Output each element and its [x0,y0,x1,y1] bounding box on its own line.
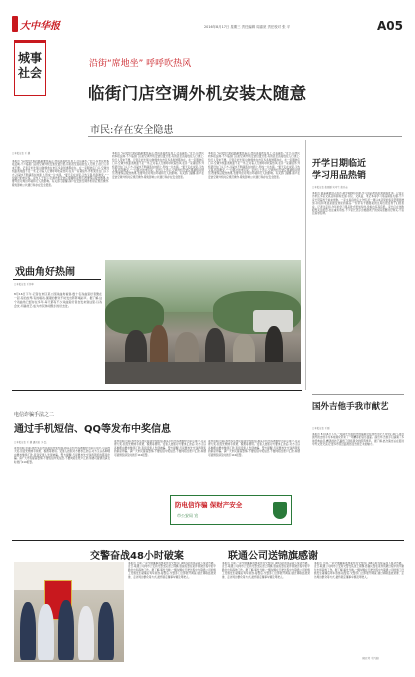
ad-line1: 防电信诈骗 保财产安全 [175,501,243,509]
feature-title: 戏曲角好热闹 [15,267,75,278]
bottom-body-col2: 本报讯 日前,一起交通肇事逃逸案件在交警部门48小时连续奋战下成功告破。近日,联通公司向市公安局交警支队送上锦旗,感谢民警在案件侦破过程中的辛勤付出和高效工作。据了解,事发当晚,一辆车辆在行驶过程中与联通公司的施工设施发生碰撞后驾车逃逸,接警后,交警部门立即展开调查,通过调取监控录像、走访周边群众等方式,最终锁定肇事车辆及驾驶人。 [222,562,310,579]
date-line: 2016年8月17日 星期三 责任编辑 周嘉宽 责任校对 张 平 [204,25,290,29]
notice-body-col3: 案件回顾:近期,我市多名市民接到中奖短信,称其手机号码被抽中为幸运用户,可获得大奖,但需先缴纳手续费、税费等费用。受害人按照对方要求汇款后,对方又以各种理由要求继续汇款,直到受害人发现被骗。警方提醒:凡是要求先交钱再领奖的都是诈骗。请广大市民提高警惕,不要轻信中奖信息,不要向陌生账户汇款,如遇可疑情况请及时拨打110报警。 [208,440,300,457]
feature-body: 8月16日下午,记者在市区某公园戏曲角看到,数十名戏曲爱好者聚在一起,有的拉琴,有的唱戏,围观的群众不时发出阵阵喝彩声。据了解,这个戏曲角已经存在多年,每天都有不少戏曲爱好者自发来到这里,以戏会友,切磋技艺,成为市民休闲娱乐的好去处。 [14,292,102,308]
extra-body: 本报讯 8月16日下午,一场别开生面的吉他演奏会在我市文化艺术中心举行,来自国外的吉他手为本地观众带来了一场精彩的音乐盛宴。演出中,吉他手们演奏了多首经典曲目,精湛的技艺赢得了现场观众的阵阵掌声。据了解,此次演出旨在促进中外文化交流,让更多市民近距离感受吉他艺术的魅力。 [312,433,404,447]
bottom-top-rule [12,540,404,541]
notice-body-col1: 案件回顾:近期,我市多名市民接到中奖短信,称其手机号码被抽中为幸运用户,可获得大奖,但需先缴纳手续费、税费等费用。受害人按照对方要求汇款后,对方又以各种理由要求继续汇款,直到受害人发现被骗。警方提醒:凡是要求先交钱再领奖的都是诈骗。请广大市民提高警惕,不要轻信中奖信息,不要向陌生账户汇款,如遇可疑情况请及时拨打110报警。 [14,447,110,464]
masthead-logo [12,14,70,34]
bottom-body-col3: 本报讯 日前,一起交通肇事逃逸案件在交警部门48小时连续奋战下成功告破。近日,联通公司向市公安局交警支队送上锦旗,感谢民警在案件侦破过程中的辛勤付出和高效工作。据了解,事发当晚,一辆车辆在行驶过程中与联通公司的施工设施发生碰撞后驾车逃逸,接警后,交警部门立即展开调查,通过调取监控录像、走访周边群众等方式,最终锁定肇事车辆及驾驶人。 [314,562,404,579]
ad-line2: 市公安局 宣 [177,513,199,518]
bottom-right-title: 联通公司送锦旗感谢 [228,551,318,562]
bottom-photo [14,562,124,662]
column-divider [305,140,306,390]
feature-rule [13,279,101,280]
extra-rule [312,394,404,395]
lead-subhead: 市民:存在安全隐患 [90,125,174,136]
section-text: 城事 社会 [17,51,42,80]
notice-headline: 通过手机短信、QQ等发布中奖信息 [14,424,172,435]
feature-photo [105,260,301,384]
notice-body-col2: 案件回顾:近期,我市多名市民接到中奖短信,称其手机号码被抽中为幸运用户,可获得大奖,但需先缴纳手续费、税费等费用。受害人按照对方要求汇款后,对方又以各种理由要求继续汇款,直到受害人发现被骗。警方提醒:凡是要求先交钱再领奖的都是诈骗。请广大市民提高警惕,不要轻信中奖信息,不要向陌生账户汇款,如遇可疑情况请及时拨打110报警。 [114,440,206,457]
notice-byline: □本报记者 王 婕 通讯员 李 磊 [14,441,47,444]
lead-body-col1: 本报讯 “每次经过那段路都要绕着走,热风直接吹在身上,还有滴水。”近日,有市民向本报反映,不少临街门店的空调外机安装位置过低,有的甚至直接放在人行道上,给行人带来不便。记者走访发现,这种现象在市区多条街道都存在。在一家服装店门口,空调外机距离地面不足一米,正对着人行道呼呼吹着热风;在另一家餐馆外,外机架设在门头下方,冷凝水不断滴落在地面上,形成一片水渍。“夏天走在这里,又热又湿,特别难受。”一位路过的市民说。业内人士表示,空调外机安装应遵循相关规范,既要保证散热效果,也要考虑对周边环境和行人的影响。有关部门提醒,商户在安装空调外机时应规范操作,避免影响公共通行和存在安全隐患。 [12,160,109,187]
extra-title: 国外吉他手我市献艺 [312,402,389,412]
bottom-body-col1: 本报讯 日前,一起交通肇事逃逸案件在交警部门48小时连续奋战下成功告破。近日,联通公司向市公安局交警支队送上锦旗,感谢民警在案件侦破过程中的辛勤付出和高效工作。据了解,事发当晚,一辆车辆在行驶过程中与联通公司的施工设施发生碰撞后驾车逃逸,接警后,交警部门立即展开调查,通过调取监控录像、走访周边群众等方式,最终锁定肇事车辆及驾驶人。 [128,562,216,579]
page-number: A05 [377,19,403,33]
extra-byline: □本报记者 王丽 [312,427,330,430]
lead-body-col2: 本报讯 “每次经过那段路都要绕着走,热风直接吹在身上,还有滴水。”近日,有市民向本报反映,不少临街门店的空调外机安装位置过低,有的甚至直接放在人行道上,给行人带来不便。记者走访发现,这种现象在市区多条街道都存在。在一家服装店门口,空调外机距离地面不足一米,正对着人行道呼呼吹着热风;在另一家餐馆外,外机架设在门头下方,冷凝水不断滴落在地面上,形成一片水渍。“夏天走在这里,又热又湿,特别难受。”一位路过的市民说。业内人士表示,空调外机安装应遵循相关规范,既要保证散热效果,也要考虑对周边环境和行人的影响。有关部门提醒,商户在安装空调外机时应规范操作,避免影响公共通行和存在安全隐患。 [112,152,204,179]
sidebar-body: 本报讯 随着暑假进入尾声,新学期即将到来,学习用品市场迎来销售旺季。记者走访市区多家文具店和商场发现,书包、文具盒、笔记本等学习用品销售火爆,不少家长带着孩子前来选购。一家文具店的店主介绍,近一周以来店里的客流量明显增加,书包和笔袋是最受欢迎的商品,一些带有卡通图案的文具也很受孩子们的喜爱。记者注意到,今年的学习用品款式更加多样,价格也有高有低。家长们在选购时既关注质量,也注重实用性,不少家长表示会根据孩子的实际需要进行购买,不盲目追求名牌。 [312,192,404,216]
anti-fraud-ad [170,495,292,525]
subhead-rule [88,136,402,137]
brand-name: 大中华报 [20,21,60,32]
sidebar-byline: □本报记者 张丽丽 实习生 张日前 [312,186,348,189]
lead-kicker: 沿街“席地坐” 呼呼吹热风 [89,59,192,69]
lead-byline: □本报记者 王 婕 [12,152,31,155]
sidebar-title: 开学日期临近 学习用品热销 [312,159,367,181]
bottom-signature: (刘红玲 王昌晨) [362,657,379,660]
section-label [14,40,46,96]
feature-byline: □本报记者 王作华 [14,283,34,286]
shield-icon [273,502,287,519]
notice-kicker: 电信诈骗手法之二 [14,412,55,418]
lead-headline: 临街门店空调外机安装太随意 [88,84,307,103]
lead-body-col3: 本报讯 “每次经过那段路都要绕着走,热风直接吹在身上,还有滴水。”近日,有市民向本报反映,不少临街门店的空调外机安装位置过低,有的甚至直接放在人行道上,给行人带来不便。记者走访发现,这种现象在市区多条街道都存在。在一家服装店门口,空调外机距离地面不足一米,正对着人行道呼呼吹着热风;在另一家餐馆外,外机架设在门头下方,冷凝水不断滴落在地面上,形成一片水渍。“夏天走在这里,又热又湿,特别难受。”一位路过的市民说。业内人士表示,空调外机安装应遵循相关规范,既要保证散热效果,也要考虑对周边环境和行人的影响。有关部门提醒,商户在安装空调外机时应规范操作,避免影响公共通行和存在安全隐患。 [208,152,300,179]
bottom-left-title: 交警奋战48小时破案 [90,551,184,562]
notice-top-rule [12,390,302,391]
